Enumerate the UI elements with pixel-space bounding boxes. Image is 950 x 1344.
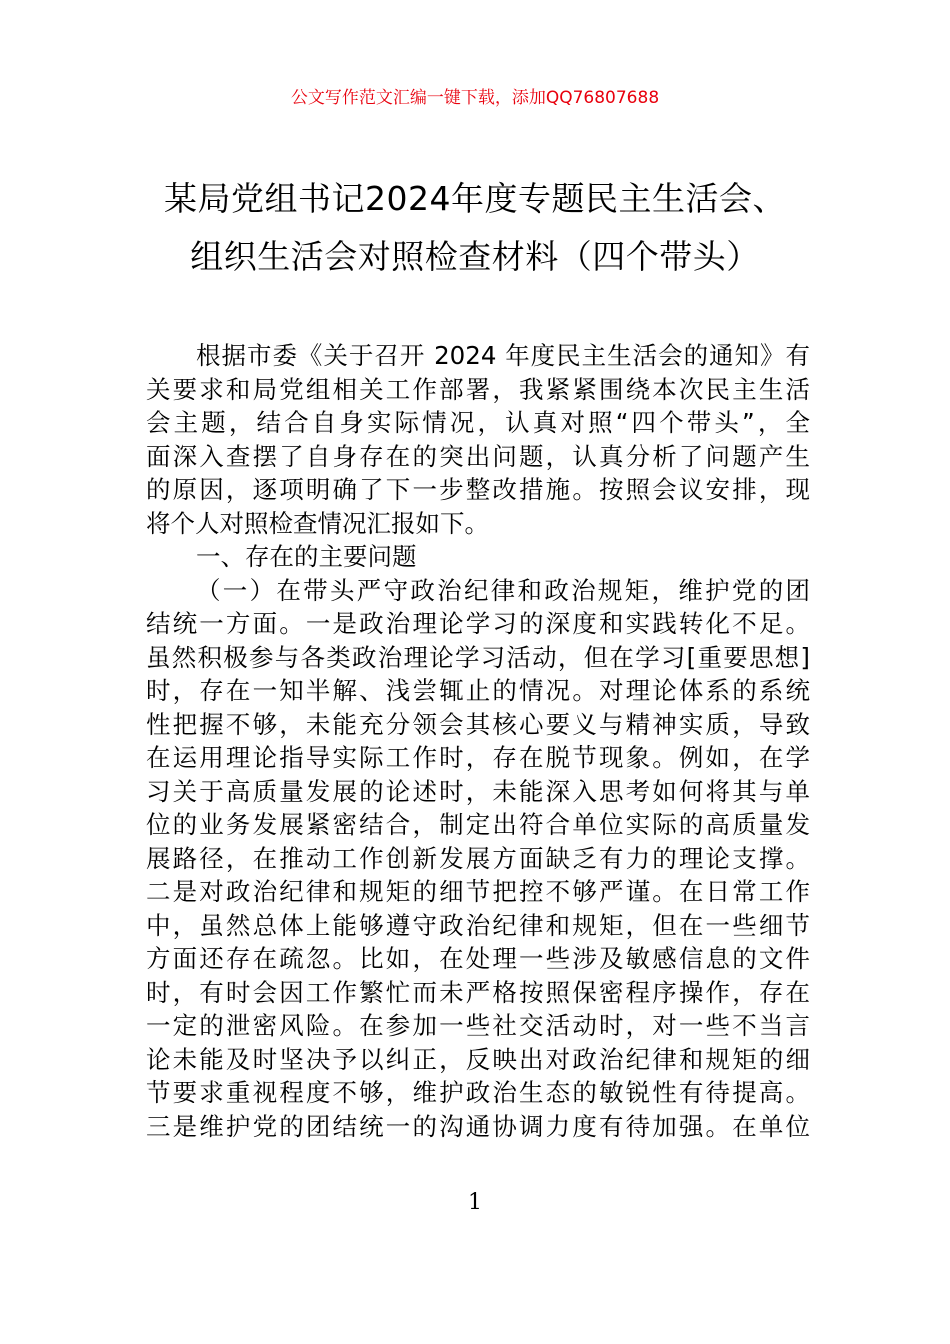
document-title	[0, 170, 950, 286]
body-line: 会主题，结合自身实际情况，认真对照“四个带头”，全	[146, 408, 810, 437]
page-number: 1	[468, 1190, 482, 1215]
body-line: 节要求重视程度不够，维护政治生态的敏锐性有待提高。	[146, 1078, 810, 1107]
body-line: 性把握不够，未能充分领会其核心要义与精神实质，导致	[146, 709, 810, 739]
download-notice: 公文写作范文汇编一键下载，添加QQ76807688	[290, 88, 660, 108]
section-heading: 一、存在的主要问题	[196, 542, 417, 571]
body-line: 三是维护党的团结统一的沟通协调力度有待加强。在单位	[146, 1111, 810, 1141]
body-line: 的原因，逐项明确了下一步整改措施。按照会议安排，现	[146, 475, 810, 504]
document-body	[146, 339, 810, 1143]
body-line: 结统一方面。一是政治理论学习的深度和实践转化不足。	[146, 609, 810, 638]
body-line: 展路径，在推动工作创新发展方面缺乏有力的理论支撑。	[146, 843, 810, 873]
body-line: 时，有时会因工作繁忙而未严格按照保密程序操作，存在	[146, 977, 810, 1007]
body-line: 根据市委《关于召开 2024 年度民主生活会的通知》有	[196, 341, 810, 370]
body-line: 在运用理论指导实际工作时，存在脱节现象。例如，在学	[146, 743, 810, 772]
title-line-1: 某局党组书记2024年度专题民主生活会、	[164, 179, 786, 218]
body-line: 二是对政治纪律和规矩的细节把控不够严谨。在日常工作	[146, 877, 810, 906]
body-line: 将个人对照检查情况汇报如下。	[146, 508, 489, 538]
body-line: 方面还存在疏忽。比如，在处理一些涉及敏感信息的文件	[146, 944, 810, 973]
title-line-2: 组织生活会对照检查材料（四个带头）	[190, 237, 760, 276]
body-line: 面深入查摆了自身存在的突出问题，认真分析了问题产生	[146, 441, 810, 471]
subsection-heading: （一）在带头严守政治纪律和政治规矩，维护党的团	[196, 575, 810, 605]
body-line: 位的业务发展紧密结合，制定出符合单位实际的高质量发	[146, 810, 810, 839]
body-line: 论未能及时坚决予以纠正，反映出对政治纪律和规矩的细	[146, 1044, 810, 1074]
body-line: 虽然积极参与各类政治理论学习活动，但在学习[重要思想]	[146, 642, 810, 672]
body-line: 习关于高质量发展的论述时，未能深入思考如何将其与单	[146, 776, 810, 806]
body-line: 关要求和局党组相关工作部署，我紧紧围绕本次民主生活	[146, 374, 810, 404]
body-line: 时，存在一知半解、浅尝辄止的情况。对理论体系的系统	[146, 676, 810, 705]
body-line: 中，虽然总体上能够遵守政治纪律和规矩，但在一些细节	[146, 910, 810, 940]
body-line: 一定的泄密风险。在参加一些社交活动时，对一些不当言	[146, 1011, 810, 1040]
